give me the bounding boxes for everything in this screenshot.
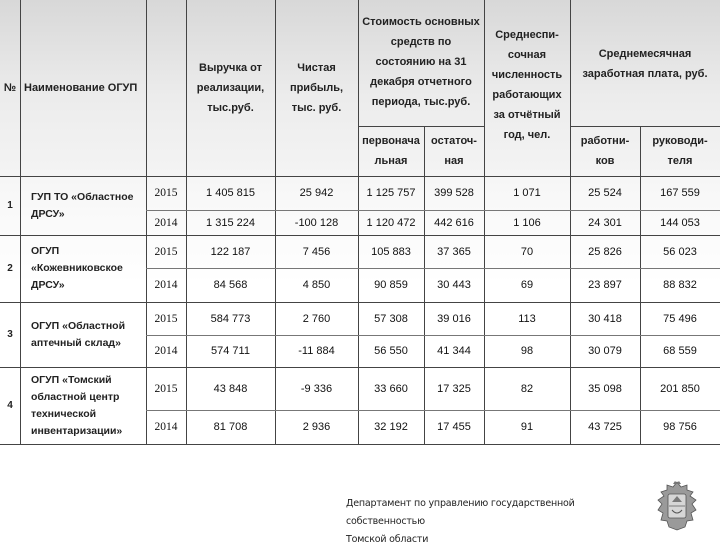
header-avg-salary: Среднемесячная заработная плата, руб. [582, 48, 708, 80]
cell-salary-workers: 25 524 [588, 187, 622, 199]
cell-assets-initial: 56 550 [374, 345, 408, 357]
cell-assets-initial: 90 859 [374, 279, 408, 291]
cell-assets-residual: 39 016 [437, 312, 471, 325]
cell-assets-initial: 57 308 [374, 312, 408, 325]
cell-revenue: 574 711 [211, 345, 250, 357]
cell-salary-managers: 98 756 [663, 421, 697, 433]
tomsk-region-coat-of-arms-icon [654, 480, 700, 532]
cell-net-profit: 2 936 [302, 421, 331, 433]
header-fixed-assets: Стоимость основных средств по состоянию на 31 декабря отчетного периода, тыс.руб. [362, 16, 480, 108]
header-revenue: Выручка от реализации, тыс.руб. [196, 62, 265, 114]
cell-assets-residual: 399 528 [434, 187, 474, 199]
cell-net-profit: -9 336 [300, 382, 333, 395]
header-org-name: Наименование ОГУП [24, 82, 138, 94]
cell-revenue: 43 848 [213, 382, 248, 395]
cell-salary-managers: 56 023 [663, 245, 697, 258]
cell-year: 2014 [154, 345, 178, 357]
header-assets-initial: первонача льная [362, 135, 420, 167]
cell-revenue: 84 568 [213, 279, 248, 291]
cell-headcount: 69 [520, 279, 534, 291]
org-number: 2 [7, 263, 13, 274]
cell-year: 2015 [154, 187, 178, 199]
cell-year: 2015 [154, 312, 178, 325]
header-salary-workers: работни- ков [580, 135, 630, 167]
cell-net-profit: -100 128 [294, 216, 339, 229]
org-number: 1 [7, 200, 13, 211]
cell-assets-residual: 30 443 [437, 279, 471, 291]
cell-salary-workers: 30 079 [588, 345, 622, 357]
cell-headcount: 70 [520, 245, 534, 258]
org-number: 3 [7, 329, 13, 340]
cell-salary-workers: 24 301 [588, 216, 622, 229]
footer-line-2: Томской области [346, 534, 429, 545]
cell-headcount: 1 071 [513, 187, 541, 199]
cell-headcount: 91 [520, 421, 534, 433]
org-name: ОГУП «Томский областной центр технической инвентаризации» [31, 373, 123, 437]
cell-salary-workers: 23 897 [588, 279, 622, 291]
cell-assets-residual: 17 455 [437, 421, 471, 433]
cell-revenue: 1 315 224 [206, 216, 255, 229]
cell-assets-residual: 41 344 [437, 345, 471, 357]
cell-revenue: 584 773 [210, 312, 251, 325]
org-name: ОГУП «Кожевниковское ДРСУ» [31, 245, 123, 291]
cell-salary-workers: 43 725 [588, 421, 622, 433]
cell-salary-managers: 75 496 [663, 312, 697, 325]
cell-assets-residual: 442 616 [434, 216, 474, 229]
cell-revenue: 1 405 815 [206, 187, 255, 199]
cell-year: 2014 [154, 216, 178, 229]
header-assets-residual: остаточ- ная [431, 135, 477, 167]
cell-year: 2014 [154, 421, 178, 433]
cell-year: 2015 [154, 245, 178, 258]
footer-department [346, 495, 656, 549]
cell-assets-initial: 32 192 [374, 421, 408, 433]
cell-headcount: 113 [518, 312, 536, 325]
footer-line-1: Департамент по управлению государственной собственностью [346, 498, 575, 527]
cell-year: 2015 [154, 382, 178, 395]
cell-net-profit: -11 884 [298, 345, 335, 357]
cell-revenue: 81 708 [213, 421, 248, 433]
cell-assets-residual: 17 325 [437, 382, 471, 395]
cell-salary-managers: 88 832 [663, 279, 697, 291]
cell-salary-workers: 30 418 [588, 312, 622, 325]
header-net-profit: Чистая прибыль, тыс. руб. [289, 62, 344, 114]
header-headcount: Среднеспи- сочная численность работающих за отчётный год, чел. [491, 29, 563, 141]
cell-assets-residual: 37 365 [437, 245, 471, 258]
cell-year: 2014 [154, 279, 178, 291]
cell-salary-workers: 35 098 [588, 382, 622, 395]
cell-headcount: 82 [520, 382, 534, 395]
cell-assets-initial: 1 125 757 [366, 187, 416, 199]
cell-assets-initial: 105 883 [371, 245, 411, 258]
cell-net-profit: 7 456 [302, 245, 331, 258]
cell-salary-managers: 68 559 [663, 345, 697, 357]
cell-assets-initial: 33 660 [374, 382, 408, 395]
org-name: ОГУП «Областной аптечный склад» [31, 319, 126, 349]
cell-salary-managers: 167 559 [660, 187, 700, 199]
org-number: 4 [7, 400, 13, 411]
cell-assets-initial: 1 120 472 [366, 216, 416, 229]
cell-net-profit: 25 942 [299, 187, 334, 199]
org-name: ГУП ТО «Областное ДРСУ» [31, 190, 134, 220]
cell-net-profit: 2 760 [302, 312, 331, 325]
cell-salary-workers: 25 826 [588, 245, 622, 258]
header-salary-managers: руководи- теля [652, 135, 708, 167]
cell-revenue: 122 187 [210, 245, 251, 258]
cell-net-profit: 4 850 [302, 279, 331, 291]
cell-headcount: 98 [520, 345, 534, 357]
grid-line [0, 444, 720, 445]
cell-headcount: 1 106 [513, 216, 541, 229]
cell-salary-managers: 144 053 [660, 216, 700, 229]
header-num: № [3, 82, 17, 94]
cell-salary-managers: 201 850 [660, 382, 700, 395]
